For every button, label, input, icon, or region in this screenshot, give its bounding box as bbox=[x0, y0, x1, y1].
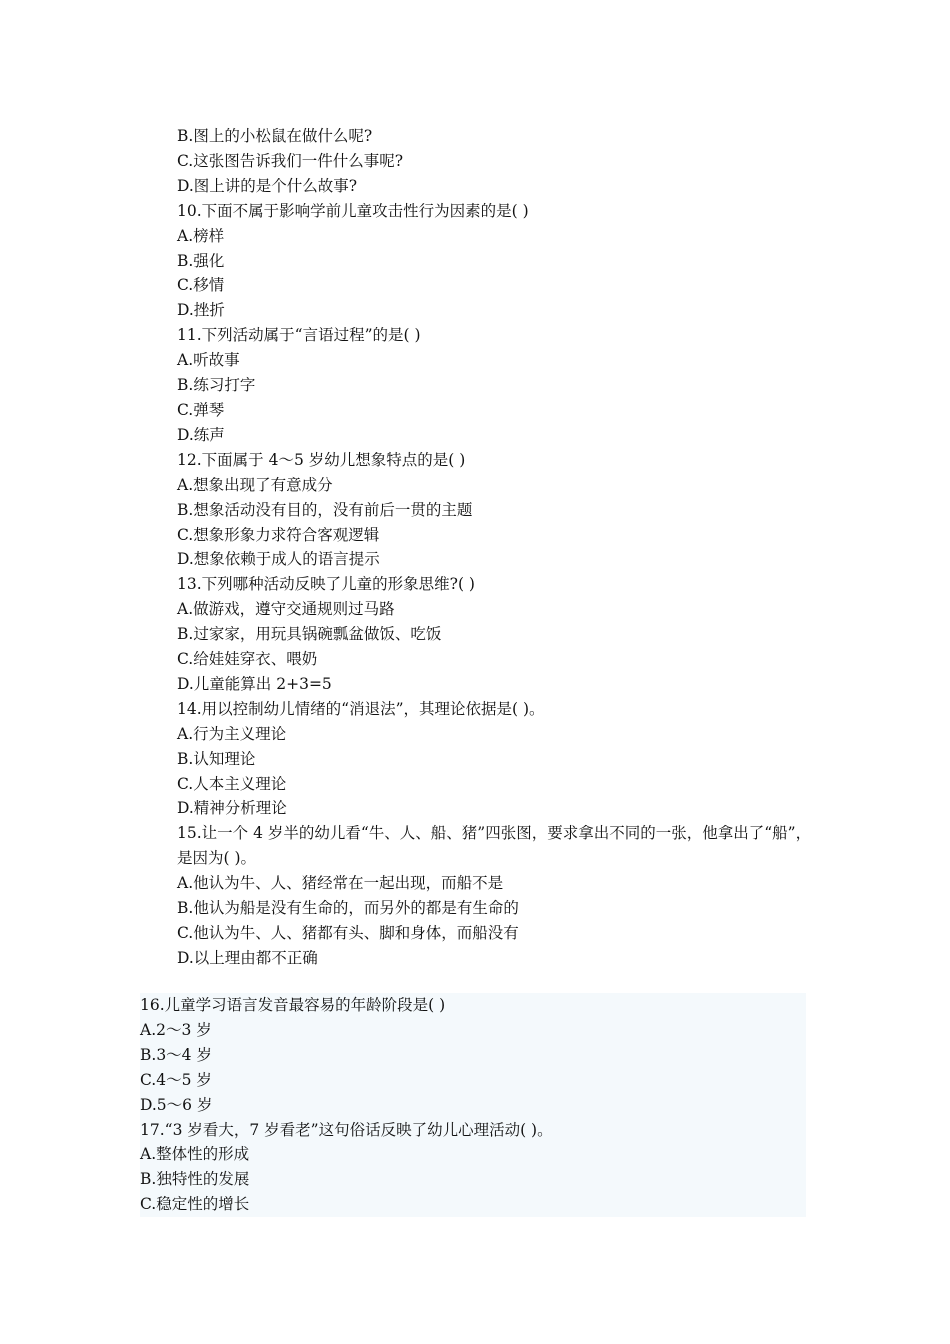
questions-block-2 bbox=[140, 993, 806, 1217]
question-12: 12.下面属于 4～5 岁幼儿想象特点的是( ) bbox=[177, 450, 466, 469]
option-line: B.认知理论 bbox=[177, 749, 256, 768]
option-line: D.以上理由都不正确 bbox=[177, 948, 318, 967]
option-line: A.他认为牛、人、猪经常在一起出现，而船不是 bbox=[177, 874, 504, 893]
option-line: A.听故事 bbox=[177, 351, 240, 370]
option-line: D.5～6 岁 bbox=[140, 1095, 213, 1114]
question-16: 16.儿童学习语言发音最容易的年龄阶段是( ) bbox=[140, 996, 446, 1014]
option-line: A.行为主义理论 bbox=[177, 724, 287, 743]
option-line: D.练声 bbox=[177, 425, 225, 444]
option-line: B.过家家，用玩具锅碗瓢盆做饭、吃饭 bbox=[177, 625, 442, 644]
option-line: A.2～3 岁 bbox=[140, 1020, 212, 1039]
option-line: C.人本主义理论 bbox=[177, 774, 287, 793]
option-line: C.想象形象力求符合客观逻辑 bbox=[177, 525, 380, 544]
option-line: C.稳定性的增长 bbox=[140, 1195, 250, 1214]
option-line: B.图上的小松鼠在做什么呢? bbox=[177, 127, 373, 145]
question-13: 13.下列哪种活动反映了儿童的形象思维?( ) bbox=[177, 575, 475, 594]
option-line: C.弹琴 bbox=[177, 400, 225, 419]
question-17: 17.“3 岁看大，7 岁看老”这句俗话反映了幼儿心理活动( )。 bbox=[140, 1120, 553, 1139]
question-15: 15.让一个 4 岁半的幼儿看“牛、人、船、猪”四张图，要求拿出不同的一张，他拿出了“船”，是因为( )。 bbox=[177, 824, 812, 868]
option-line: B.3～4 岁 bbox=[140, 1045, 212, 1064]
question-10: 10.下面不属于影响学前儿童攻击性行为因素的是( ) bbox=[177, 201, 529, 220]
option-line: B.强化 bbox=[177, 251, 225, 270]
option-line: A.想象出现了有意成分 bbox=[177, 475, 333, 494]
option-line: B.练习打字 bbox=[177, 376, 256, 395]
option-line: C.移情 bbox=[177, 276, 225, 295]
option-line: A.做游戏，遵守交通规则过马路 bbox=[177, 600, 395, 619]
option-line: D.挫折 bbox=[177, 301, 225, 320]
option-line: C.他认为牛、人、猪都有头、脚和身体，而船没有 bbox=[177, 924, 519, 942]
option-line: D.精神分析理论 bbox=[177, 799, 287, 818]
question-14: 14.用以控制幼儿情绪的“消退法”，其理论依据是( )。 bbox=[177, 699, 545, 718]
option-line: C.4～5 岁 bbox=[140, 1070, 212, 1089]
option-line: C.给娃娃穿衣、喂奶 bbox=[177, 650, 318, 669]
option-line: B.他认为船是没有生命的，而另外的都是有生命的 bbox=[177, 899, 519, 918]
option-line: D.图上讲的是个什么故事? bbox=[177, 176, 358, 195]
question-11: 11.下列活动属于“言语过程”的是( ) bbox=[177, 326, 421, 345]
option-line: A.整体性的形成 bbox=[140, 1145, 250, 1164]
option-line: B.独特性的发展 bbox=[140, 1170, 250, 1189]
option-line: B.想象活动没有目的，没有前后一贯的主题 bbox=[177, 500, 473, 519]
option-line: D.想象依赖于成人的语言提示 bbox=[177, 550, 380, 569]
option-line: A.榜样 bbox=[177, 226, 225, 245]
questions-block-1 bbox=[177, 124, 812, 971]
option-line: D.儿童能算出 2+3=5 bbox=[177, 674, 332, 693]
option-line: C.这张图告诉我们一件什么事呢? bbox=[177, 151, 404, 170]
